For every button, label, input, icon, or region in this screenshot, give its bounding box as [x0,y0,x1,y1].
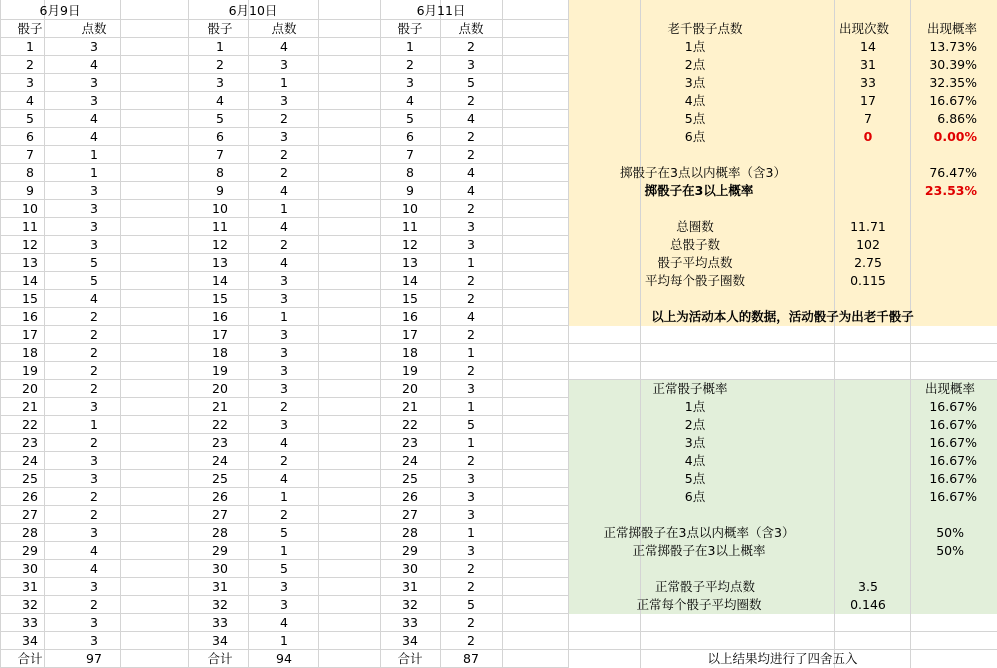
normal-point-label: 5点 [684,471,706,486]
die-points-cell: 2 [90,489,98,504]
die-points-cell: 3 [280,291,288,306]
die-points-cell: 2 [90,435,98,450]
stat-value: 0.115 [850,273,886,288]
die-points-cell: 3 [280,273,288,288]
die-points-cell: 3 [280,57,288,72]
die-number-cell: 20 [212,381,228,396]
die-points-cell: 3 [90,219,98,234]
die-number-cell: 23 [402,435,418,450]
die-number-cell: 19 [402,363,418,378]
die-number-cell: 27 [22,507,38,522]
total-value: 87 [463,651,479,666]
die-points-cell: 2 [467,579,475,594]
within-3-label: 掷骰子在3点以内概率（含3） [620,165,786,180]
die-points-cell: 3 [280,597,288,612]
die-number-cell: 14 [212,273,228,288]
die-number-cell: 18 [402,345,418,360]
column-gridline [318,0,319,668]
die-points-cell: 2 [467,93,475,108]
die-points-cell: 2 [90,309,98,324]
die-points-cell: 2 [467,363,475,378]
die-number-cell: 17 [212,327,228,342]
die-points-cell: 3 [280,381,288,396]
die-number-cell: 18 [212,345,228,360]
die-number-cell: 2 [406,57,414,72]
stat-value: 11.71 [850,219,886,234]
die-points-cell: 2 [280,165,288,180]
die-number-cell: 2 [26,57,34,72]
die-points-cell: 2 [467,327,475,342]
die-number-cell: 11 [212,219,228,234]
column-gridline [502,0,503,668]
die-points-cell: 3 [280,129,288,144]
die-number-cell: 24 [212,453,228,468]
normal-point-probability: 16.67% [929,435,977,450]
occurrence-count: 0 [863,129,873,144]
die-number-cell: 31 [402,579,418,594]
die-number-cell: 7 [26,147,34,162]
die-points-cell: 3 [90,75,98,90]
normal-point-label: 6点 [684,489,706,504]
occurrence-probability: 0.00% [933,129,977,144]
occurrence-probability: 16.67% [929,93,977,108]
die-points-cell: 3 [280,93,288,108]
die-points-cell: 4 [90,291,98,306]
die-points-cell: 1 [467,255,475,270]
normal-average-label: 正常骰子平均点数 [654,579,755,594]
point-label: 1点 [684,39,706,54]
die-number-cell: 31 [212,579,228,594]
die-points-cell: 2 [467,291,475,306]
die-points-cell: 4 [90,129,98,144]
die-points-cell: 3 [90,399,98,414]
die-points-cell: 2 [90,597,98,612]
die-number-cell: 4 [406,93,414,108]
occurrence-count: 7 [864,111,872,126]
die-number-cell: 32 [22,597,38,612]
die-points-cell: 4 [90,111,98,126]
die-number-cell: 34 [212,633,228,648]
die-number-cell: 22 [22,417,38,432]
die-number-cell: 20 [22,381,38,396]
die-points-cell: 4 [90,561,98,576]
die-points-cell: 2 [280,507,288,522]
die-number-cell: 9 [26,183,34,198]
die-number-cell: 13 [402,255,418,270]
die-number-cell: 8 [216,165,224,180]
die-number-cell: 3 [406,75,414,90]
die-points-cell: 1 [90,165,98,180]
die-points-cell: 4 [280,471,288,486]
die-number-cell: 27 [402,507,418,522]
die-points-cell: 2 [90,507,98,522]
die-number-cell: 4 [26,93,34,108]
die-number-cell: 3 [26,75,34,90]
die-points-cell: 2 [467,615,475,630]
die-points-cell: 4 [90,543,98,558]
die-points-cell: 2 [90,327,98,342]
total-label: 合计 [207,651,233,666]
column-header-points: 点数 [81,21,107,36]
die-number-cell: 23 [212,435,228,450]
normal-probability-header: 出现概率 [924,381,975,396]
die-number-cell: 26 [22,489,38,504]
die-points-cell: 4 [280,615,288,630]
die-number-cell: 5 [216,111,224,126]
above-3-label: 掷骰子在3以上概率 [644,183,754,198]
die-number-cell: 19 [212,363,228,378]
normal-point-probability: 16.67% [929,399,977,414]
total-value: 97 [86,651,102,666]
above-3-value: 23.53% [924,183,977,198]
die-points-cell: 1 [467,435,475,450]
die-points-cell: 5 [90,255,98,270]
die-number-cell: 26 [212,489,228,504]
die-number-cell: 1 [216,39,224,54]
column-header-points: 点数 [271,21,297,36]
die-number-cell: 5 [26,111,34,126]
die-number-cell: 3 [216,75,224,90]
die-number-cell: 7 [216,147,224,162]
occurrence-probability: 30.39% [929,57,977,72]
die-number-cell: 6 [406,129,414,144]
die-points-cell: 1 [280,489,288,504]
normal-laps-value: 0.146 [850,597,886,612]
die-number-cell: 24 [22,453,38,468]
die-number-cell: 16 [22,309,38,324]
die-number-cell: 11 [22,219,38,234]
stat-value: 2.75 [854,255,882,270]
die-number-cell: 21 [212,399,228,414]
die-points-cell: 4 [467,111,475,126]
die-number-cell: 1 [26,39,34,54]
normal-point-label: 2点 [684,417,706,432]
die-points-cell: 3 [90,525,98,540]
die-number-cell: 17 [22,327,38,342]
normal-above-3-value: 50% [936,543,964,558]
normal-above-3-label: 正常掷骰子在3以上概率 [632,543,766,558]
total-label: 合计 [397,651,423,666]
die-points-cell: 1 [280,543,288,558]
normal-within-3-value: 50% [936,525,964,540]
table-date-header: 6月9日 [39,3,81,18]
occurrence-count: 17 [860,93,876,108]
table-date-header: 6月10日 [228,3,278,18]
die-points-cell: 2 [280,453,288,468]
die-points-cell: 2 [467,453,475,468]
die-number-cell: 25 [212,471,228,486]
die-number-cell: 34 [22,633,38,648]
die-points-cell: 3 [90,471,98,486]
die-number-cell: 12 [402,237,418,252]
die-points-cell: 3 [90,183,98,198]
die-points-cell: 2 [280,237,288,252]
row-gridline [568,361,997,362]
die-points-cell: 3 [467,219,475,234]
die-number-cell: 26 [402,489,418,504]
normal-point-probability: 16.67% [929,453,977,468]
column-header-die: 骰子 [397,21,423,36]
die-points-cell: 1 [467,525,475,540]
die-number-cell: 13 [22,255,38,270]
die-points-cell: 4 [467,309,475,324]
die-number-cell: 10 [22,201,38,216]
cheat-panel-note: 以上为活动本人的数据，活动骰子为出老千骰子 [651,309,914,324]
die-number-cell: 9 [216,183,224,198]
die-number-cell: 29 [22,543,38,558]
die-points-cell: 3 [467,57,475,72]
die-points-cell: 1 [90,147,98,162]
die-number-cell: 14 [22,273,38,288]
table-date-header: 6月11日 [416,3,466,18]
die-points-cell: 1 [280,75,288,90]
point-label: 3点 [684,75,706,90]
die-number-cell: 11 [402,219,418,234]
normal-laps-label: 正常每个骰子平均圈数 [636,597,762,612]
stat-value: 102 [856,237,880,252]
die-points-cell: 5 [90,273,98,288]
die-number-cell: 15 [402,291,418,306]
stat-label: 平均每个骰子圈数 [644,273,745,288]
die-points-cell: 5 [280,561,288,576]
stat-label: 总圈数 [676,219,714,234]
die-points-cell: 3 [90,579,98,594]
die-points-cell: 4 [280,219,288,234]
column-header-points: 点数 [458,21,484,36]
die-number-cell: 15 [22,291,38,306]
die-points-cell: 3 [90,39,98,54]
within-3-value: 76.47% [929,165,977,180]
die-number-cell: 33 [402,615,418,630]
die-number-cell: 21 [402,399,418,414]
die-number-cell: 33 [22,615,38,630]
die-number-cell: 28 [22,525,38,540]
die-points-cell: 2 [90,345,98,360]
die-number-cell: 25 [22,471,38,486]
normal-average-value: 3.5 [858,579,878,594]
die-points-cell: 1 [280,309,288,324]
die-points-cell: 2 [280,399,288,414]
die-number-cell: 16 [212,309,228,324]
die-points-cell: 4 [280,39,288,54]
die-points-cell: 2 [90,381,98,396]
die-number-cell: 27 [212,507,228,522]
die-points-cell: 2 [467,147,475,162]
occurrence-probability: 6.86% [937,111,977,126]
die-points-cell: 3 [467,381,475,396]
die-points-cell: 3 [467,237,475,252]
stat-label: 骰子平均点数 [657,255,733,270]
die-points-cell: 3 [467,543,475,558]
die-points-cell: 2 [467,201,475,216]
die-points-cell: 3 [90,201,98,216]
die-number-cell: 12 [22,237,38,252]
die-number-cell: 10 [212,201,228,216]
die-points-cell: 4 [90,57,98,72]
cheat-panel-header: 老千骰子点数 [667,21,743,36]
die-points-cell: 2 [467,273,475,288]
die-points-cell: 2 [467,633,475,648]
die-points-cell: 5 [467,75,475,90]
occurrence-count: 33 [860,75,876,90]
die-points-cell: 3 [467,489,475,504]
die-number-cell: 19 [22,363,38,378]
die-number-cell: 2 [216,57,224,72]
column-gridline [568,0,569,668]
die-number-cell: 16 [402,309,418,324]
die-points-cell: 3 [280,579,288,594]
die-points-cell: 3 [280,417,288,432]
die-number-cell: 22 [402,417,418,432]
point-label: 5点 [684,111,706,126]
die-number-cell: 21 [22,399,38,414]
die-number-cell: 8 [406,165,414,180]
die-points-cell: 3 [280,363,288,378]
die-points-cell: 3 [467,507,475,522]
normal-point-probability: 16.67% [929,417,977,432]
row-gridline [568,631,997,632]
die-number-cell: 7 [406,147,414,162]
normal-point-probability: 16.67% [929,471,977,486]
die-points-cell: 4 [280,255,288,270]
die-points-cell: 2 [467,129,475,144]
die-points-cell: 3 [280,327,288,342]
die-number-cell: 30 [212,561,228,576]
die-number-cell: 6 [26,129,34,144]
normal-point-probability: 16.67% [929,489,977,504]
die-number-cell: 14 [402,273,418,288]
die-number-cell: 18 [22,345,38,360]
die-points-cell: 3 [90,633,98,648]
total-label: 合计 [17,651,43,666]
die-points-cell: 1 [467,399,475,414]
die-number-cell: 12 [212,237,228,252]
normal-point-label: 1点 [684,399,706,414]
die-number-cell: 32 [402,597,418,612]
die-number-cell: 23 [22,435,38,450]
row-gridline [568,343,997,344]
occurrence-probability: 13.73% [929,39,977,54]
die-points-cell: 4 [280,183,288,198]
die-number-cell: 9 [406,183,414,198]
die-number-cell: 8 [26,165,34,180]
die-number-cell: 20 [402,381,418,396]
occurrence-count: 31 [860,57,876,72]
die-number-cell: 25 [402,471,418,486]
die-points-cell: 2 [280,147,288,162]
total-value: 94 [276,651,292,666]
die-number-cell: 31 [22,579,38,594]
occurrence-count: 14 [860,39,876,54]
die-points-cell: 3 [90,237,98,252]
die-number-cell: 15 [212,291,228,306]
die-points-cell: 3 [90,453,98,468]
die-number-cell: 28 [212,525,228,540]
die-points-cell: 3 [467,471,475,486]
die-number-cell: 10 [402,201,418,216]
die-number-cell: 24 [402,453,418,468]
die-number-cell: 5 [406,111,414,126]
normal-point-label: 3点 [684,435,706,450]
die-points-cell: 3 [280,345,288,360]
point-label: 6点 [684,129,706,144]
column-header-die: 骰子 [17,21,43,36]
die-number-cell: 29 [212,543,228,558]
die-number-cell: 4 [216,93,224,108]
die-points-cell: 5 [467,597,475,612]
die-number-cell: 17 [402,327,418,342]
die-number-cell: 30 [22,561,38,576]
occurrence-probability: 32.35% [929,75,977,90]
die-points-cell: 2 [280,111,288,126]
normal-point-label: 4点 [684,453,706,468]
die-number-cell: 34 [402,633,418,648]
die-points-cell: 1 [280,633,288,648]
point-label: 4点 [684,93,706,108]
die-number-cell: 30 [402,561,418,576]
probability-header: 出现概率 [926,21,977,36]
die-number-cell: 13 [212,255,228,270]
normal-within-3-label: 正常掷骰子在3点以内概率（含3） [603,525,795,540]
die-number-cell: 6 [216,129,224,144]
die-points-cell: 4 [280,435,288,450]
normal-panel-header: 正常骰子概率 [652,381,728,396]
rounding-footnote: 以上结果均进行了四舍五入 [707,651,858,666]
die-points-cell: 2 [467,39,475,54]
column-gridline [188,0,189,668]
die-number-cell: 1 [406,39,414,54]
die-points-cell: 2 [467,561,475,576]
die-points-cell: 3 [90,615,98,630]
die-points-cell: 4 [467,165,475,180]
die-points-cell: 4 [467,183,475,198]
die-points-cell: 1 [90,417,98,432]
die-points-cell: 2 [90,363,98,378]
column-header-die: 骰子 [207,21,233,36]
die-number-cell: 22 [212,417,228,432]
die-points-cell: 1 [280,201,288,216]
die-points-cell: 3 [90,93,98,108]
die-number-cell: 32 [212,597,228,612]
die-points-cell: 5 [467,417,475,432]
die-points-cell: 1 [467,345,475,360]
die-number-cell: 29 [402,543,418,558]
die-number-cell: 33 [212,615,228,630]
stat-label: 总骰子数 [669,237,720,252]
die-number-cell: 28 [402,525,418,540]
count-header: 出现次数 [838,21,889,36]
point-label: 2点 [684,57,706,72]
die-points-cell: 5 [280,525,288,540]
